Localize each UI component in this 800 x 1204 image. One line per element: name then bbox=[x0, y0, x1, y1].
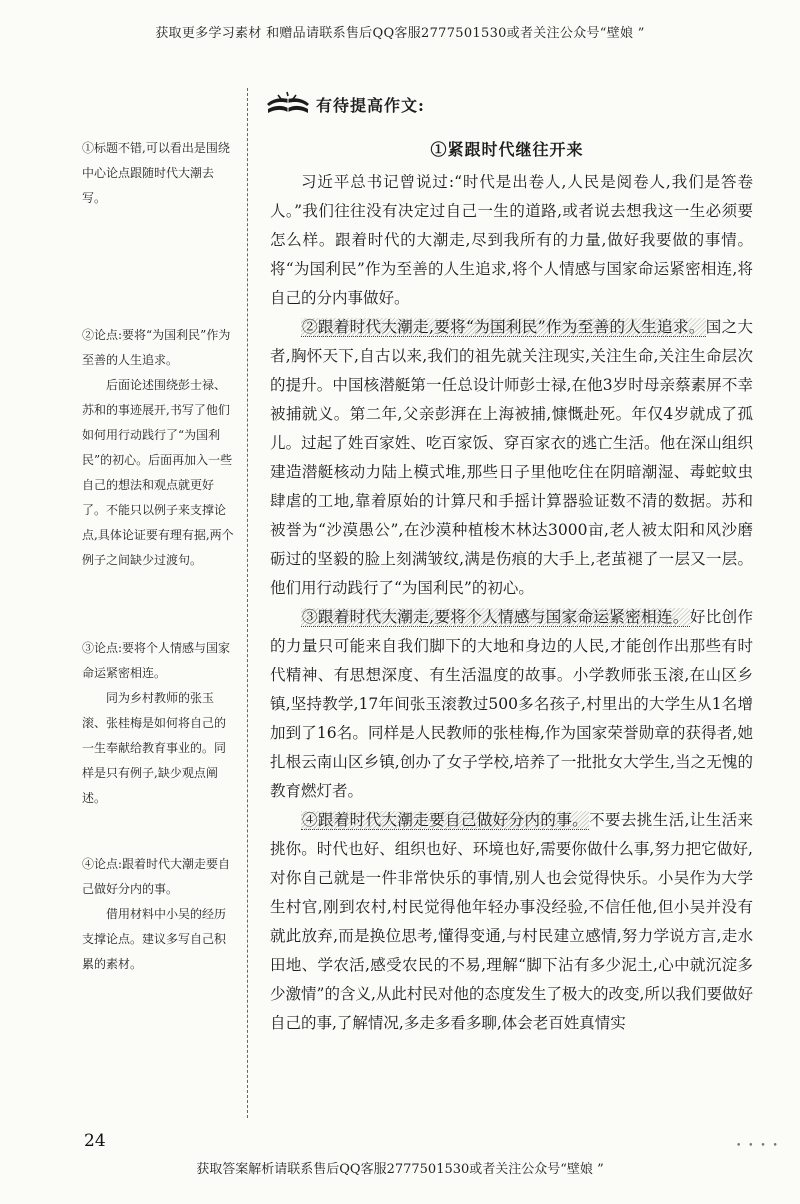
book-icon bbox=[266, 91, 310, 117]
page-header-banner: 获取更多学习素材 和赠品请联系售后QQ客服2777501530或者关注公众号“壁娘 ” bbox=[155, 26, 645, 41]
essay-title: ①紧跟时代继往开来 bbox=[430, 140, 584, 159]
essay-paragraph-2-text: 国之大者,胸怀天下,自古以来,我们的祖先就关注现实,关注生命,关注生命层次的提升。中国核潜艇第一任总设计师彭士禄,在他3岁时母亲蔡素屏不幸被捕就义。第二年,父亲彭湃在上海被捕,慷慨赴死。年仅4岁就成了孤儿。过起了姓百家姓、吃百家饭、穿百家衣的逃亡生活。他在深山组织建造潜艇核动力陆上模式堆,那些日子里他吃住在阴暗潮湿、毒蛇蚊虫肆虐的工地,靠着原始的计算尺和手摇计算器验证数不清的数据。苏和被誉为“沙漠愚公”,在沙漠种植梭木林达3000亩,老人被太阳和风沙磨砺过的坚毅的脸上刻满皱纹,满是伤痕的大手上,老茧褪了一层又一层。他们用行动践行了“为国利民”的初心。 bbox=[270, 318, 753, 597]
corner-marks: • • • • bbox=[736, 1141, 780, 1151]
essay-paragraph-4 bbox=[270, 806, 753, 1038]
sidenote-4-point: ④论点:跟着时代大潮走要自己做好分内的事。 bbox=[82, 857, 231, 896]
essay-paragraph-3-text: 好比创作的力量只可能来自我们脚下的大地和身边的人民,才能创作出那些有时代精神、有思想深度、有生活温度的故事。小学教师张玉滚,在山区乡镇,坚持教学,17年间张玉滚教过500多名孩子,村里出的大学生从1名增加到了16名。同样是人民教师的张桂梅,作为国家荣誉勋章的获得者,她扎根云南山区乡镇,创办了女子学校,培养了一批批女大学生,当之无愧的教育燃灯者。 bbox=[270, 608, 753, 800]
sidenote-4 bbox=[82, 852, 234, 977]
sidenote-1 bbox=[82, 136, 234, 211]
page-footer-banner: 获取答案解析请联系售后QQ客服2777501530或者关注公众号“壁娘 ” bbox=[196, 1162, 604, 1177]
sidenote-1-text: ①标题不错,可以看出是围绕中心论点跟随时代大潮去写。 bbox=[82, 141, 230, 205]
section-title: 有待提高作文: bbox=[316, 95, 425, 115]
page-number: 24 bbox=[84, 1131, 106, 1151]
sidenote-2-point: ②论点:要将“为国利民”作为至善的人生追求。 bbox=[82, 328, 231, 367]
section-heading bbox=[266, 91, 425, 117]
sidenote-4-comment: 借用材料中小吴的经历支撑论点。建议多写自己积累的素材。 bbox=[82, 907, 227, 971]
essay-paragraph-1: 习近平总书记曾说过:“时代是出卷人,人民是阅卷人,我们是答卷人。”我们往往没有决定过自己一生的道路,或者说去想我这一生必须要怎么样。跟着时代的大潮走,尽到我所有的力量,做好我要做的事情。将“为国利民”作为至善的人生追求,将个人情感与国家命运紧密相连,将自己的分内事做好。 bbox=[270, 173, 753, 307]
essay-paragraph-2 bbox=[270, 313, 753, 603]
essay-paragraph-3 bbox=[270, 603, 753, 806]
highlighted-thesis-2: ②跟着时代大潮走,要将“为国利民”作为至善的人生追求。 bbox=[302, 318, 705, 336]
sidenote-3-point: ③论点:要将个人情感与国家命运紧密相连。 bbox=[82, 641, 231, 680]
highlighted-thesis-4: ④跟着时代大潮走要自己做好分内的事。 bbox=[302, 811, 589, 829]
sidenote-2 bbox=[82, 323, 234, 573]
sidenote-2-comment: 后面论述围绕彭士禄、苏和的事迹展开,书写了他们如何用行动践行了“为国利民”的初心。后面再加入一些自己的想法和观点就更好了。不能只以例子来支撑论点,具体论证要有理有据,两个例子之间缺少过渡句。 bbox=[82, 378, 234, 567]
sidenote-3 bbox=[82, 636, 234, 811]
essay-paragraph-4-text: 不要去挑生活,让生活来挑你。时代也好、组织也好、环境也好,需要你做什么事,努力把它做好,对你自己就是一件非常快乐的事情,别人也会觉得快乐。小吴作为大学生村官,刚到农村,村民觉得他年轻办事没经验,不信任他,但小吴并没有就此放弃,而是换位思考,懂得变通,与村民建立感情,努力学说方言,走水田地、学农活,感受农民的不易,理解“脚下沾有多少泥土,心中就沉淀多少激情”的含义,从此村民对他的态度发生了极大的改变,所以我们要做好自己的事,了解情况,多走多看多聊,体会老百姓真情实 bbox=[270, 811, 753, 1032]
essay-body bbox=[270, 168, 753, 1038]
column-divider bbox=[247, 88, 248, 1118]
highlighted-thesis-3: ③跟着时代大潮走,要将个人情感与国家命运紧密相连。 bbox=[302, 608, 689, 626]
sidenote-3-comment: 同为乡村教师的张玉滚、张桂梅是如何将自己的一生奉献给教育事业的。同样是只有例子,缺少观点阐述。 bbox=[82, 691, 227, 805]
